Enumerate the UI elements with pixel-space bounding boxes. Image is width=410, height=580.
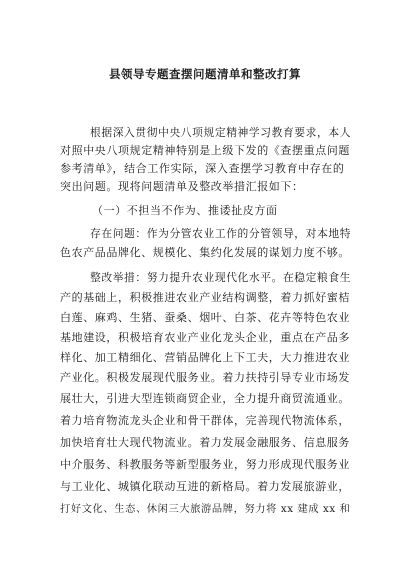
paragraph-line: 展壮大，引进大型连锁商贸企业，全力提升商贸流通业。 (60, 392, 350, 405)
paragraph-line: 根据深入贯彻中央八项规定精神学习教育要求，本人 (90, 126, 352, 139)
paragraph-line: 对照中央八项规定精神特别是上级下发的《查摆重点问题 (60, 144, 350, 157)
paragraph-line: 产的基础上，积极推进农业产业结构调整，着力抓好蜜桔 (60, 291, 350, 304)
paragraph-line: 存在问题：作为分管农业工作的分管领导，对本地特 (90, 227, 352, 240)
paragraph-line: 整改举措：努力提升农业现代化水平。在稳定粮食生 (90, 271, 352, 284)
paragraph-line: 突出问题。现将问题清单及整改举措汇报如下： (60, 180, 304, 193)
paragraph-line: 中介服务、科教服务等新型服务业，努力形成现代服务业 (60, 458, 350, 471)
paragraph-line: 产业化。积极发展现代服务业。着力扶持引导专业市场发 (60, 371, 350, 384)
paragraph-line: 白莲、麻鸡、生猪、蚕桑、烟叶、白茶、花卉等特色农业 (60, 311, 350, 324)
paragraph-line: 参考清单》，结合工作实际，深入查摆学习教育中存在的 (60, 162, 345, 175)
paragraph-line: 打好文化、生态、休闲三大旅游品牌，努力将 xx 建成 xx 和 (60, 503, 351, 515)
paragraph-line: 加快培育壮大现代物流业。着力发展金融服务、信息服务 (60, 436, 350, 449)
paragraph-line: 基地建设，积极培育农业产业化龙头企业，重点在产品多 (60, 331, 350, 344)
paragraph-line: 与工业化、城镇化联动互进的新格局。着力发展旅游业， (60, 480, 350, 493)
paragraph-line: 样化、加工精细化、营销品牌化上下工夫，大力推进农业 (60, 351, 350, 364)
document-title: 县领导专题查摆问题清单和整改打算 (109, 67, 301, 81)
paragraph-line: 着力培育物流龙头企业和骨干群体，完善现代物流体系， (60, 414, 350, 427)
paragraph-line: 色农产品品牌化、规模化、集约化发展的谋划力度不够。 (60, 246, 350, 259)
section-heading: （一）不担当不作为、推诿扯皮方面 (92, 204, 278, 217)
